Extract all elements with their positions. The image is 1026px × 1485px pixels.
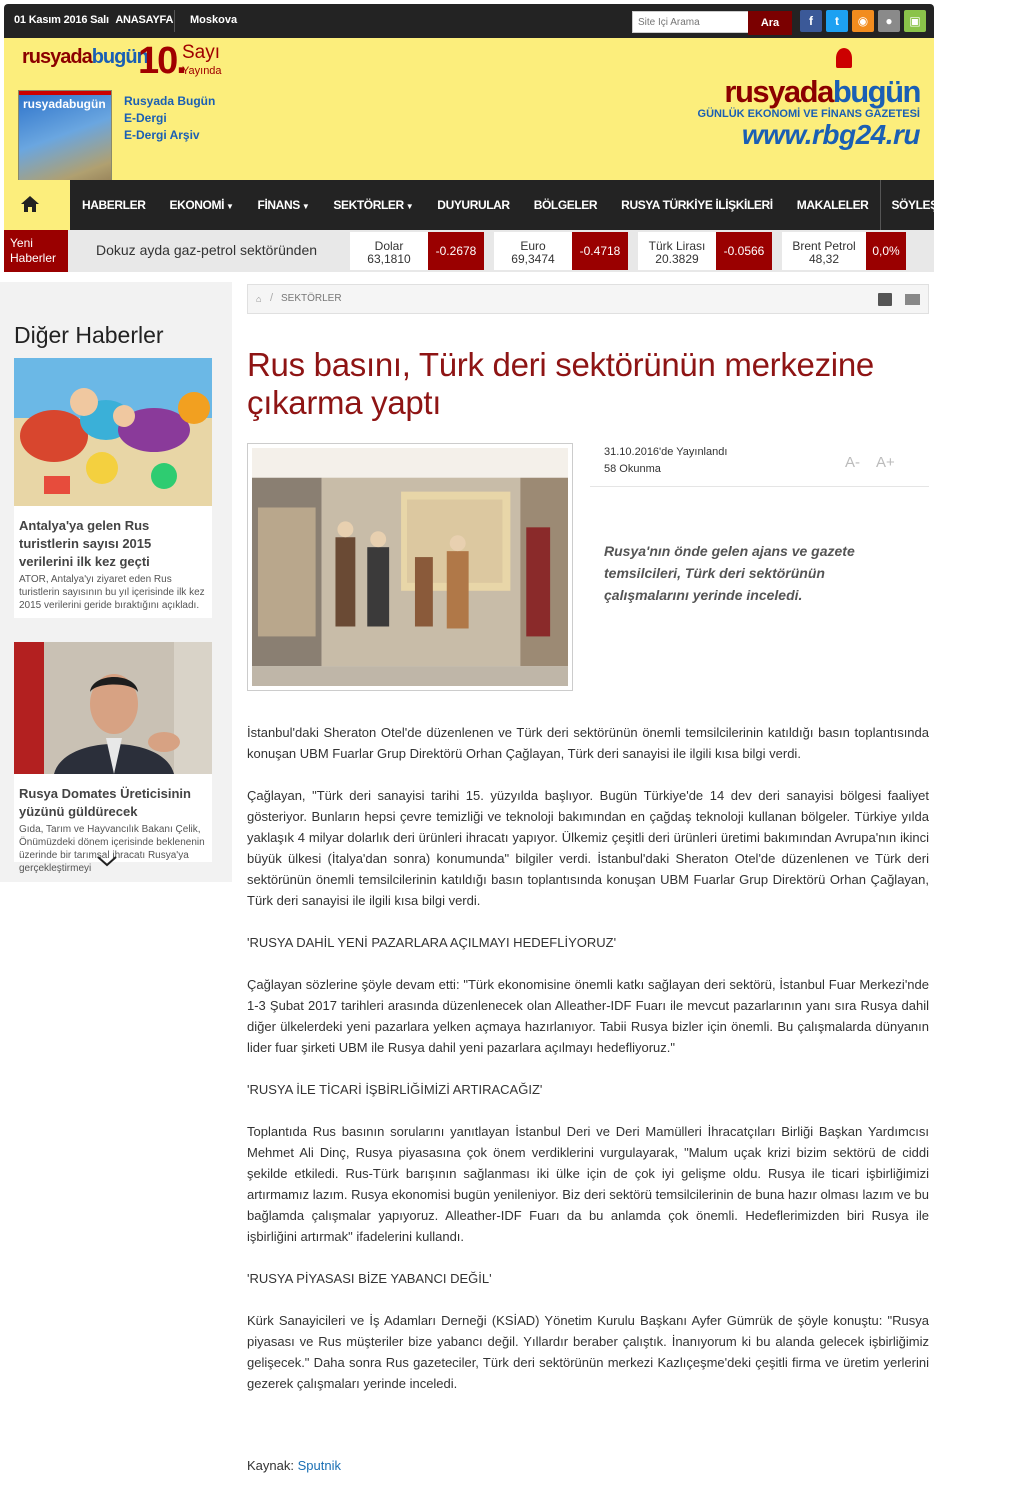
divider [590,486,929,487]
article-title: Rus basını, Türk deri sektörünün merkezine çıkarma yaptı [247,346,874,421]
change-badge: -0.4718 [572,232,628,270]
nav-item-makaleler[interactable]: MAKALELER [796,198,869,212]
link-e-dergi-arsiv[interactable]: E-Dergi Arşiv [124,128,200,142]
facebook-icon[interactable]: f [800,10,822,32]
sidebar-other-news [0,282,232,882]
article-image [247,443,573,691]
paragraph: Toplantıda Rus basının sorularını yanıtlayan İstanbul Deri ve Deri Mamülleri İhracatçıları Birliği Başkan Yardımcısı Mehmet Ali Dinç, Rusya piyasasına çok önem verdiklerini vurgulayarak, "Malum uçak krizi bizim sektörü de ciddi şekilde etkiledi. Rus-Türk barışının sağlanması iki ülke için de çok iyi gelişme oldu. Rusya ile ticari işbirliğimizi artırmamız lazım. Rusya ekonomisi bugün yenileniyor. Biz deri sektörü temsilcilerinin de buna hazır olması lazım ve bu bağlamda çalışmalar yapıyoruz. Alleather-IDF Fuarı da bu anlamda çok önemli. Hedeflerimizden biri Rusya ile işbirliğini artırmak" ifadelerini kullandı. [247,1124,929,1244]
change-badge: -0.2678 [428,232,484,270]
breadcrumb-category[interactable]: SEKTÖRLER [281,293,342,304]
home-icon[interactable]: ⌂ [256,294,262,304]
home-link[interactable]: ANASAYFA [115,14,174,26]
main-navigation [4,180,1015,230]
nav-item-bolgeler[interactable]: BÖLGELER [533,198,598,212]
currency-dolar: Dolar 63,1810 -0.2678 [350,232,484,270]
card-summary: Gıda, Tarım ve Hayvancılık Bakanı Çelik, Önümüzdeki dönem içerisinde beklenenin üzerinde bir tarımsal ihracatı Rusya'ya gerçekleştirmeyi [19,824,205,874]
article-lead: Rusya'nın önde gelen ajans ve gazete temsilcileri, Türk deri sektörünün çalışmalarını yerinde inceledi. [604,543,855,603]
change-badge: 0,0% [866,232,906,270]
issue-word: Sayı [182,42,221,63]
news-image-beach [14,358,212,506]
nav-item-finans[interactable]: FİNANS ▼ [257,198,310,212]
logo-tagline: GÜNLÜK EKONOMİ VE FİNANS GAZETESİ [697,108,920,120]
issue-sub: Yayında [182,65,222,77]
android-icon[interactable]: ▣ [904,10,926,32]
breadcrumb: ⌂ / SEKTÖRLER [247,284,929,314]
city-weather[interactable]: Moskova [190,14,238,26]
dome-icon [836,48,852,68]
currency-brent: Brent Petrol 48,32 0,0% [782,232,906,270]
card-title: Antalya'ya gelen Rus turistlerin sayısı 2015 verilerini ilk kez geçti [19,518,152,569]
magazine-title: rusyadabugün [23,97,106,111]
paragraph: İstanbul'daki Sheraton Otel'de düzenlenen ve Türk deri sektörünün önemli temsilcilerinin katıldığı basın toplantısında konuşan UBM Fuarlar Grup Direktörü Orhan Çağlayan, Türk deri sanayisi ile ilgili kısa bilgi verdi. [247,725,929,761]
font-increase-button[interactable]: A+ [876,454,895,471]
sidebar-heading: Diğer Haberler [14,322,164,348]
site-header [4,38,934,180]
small-logo[interactable]: rusyadabugün [22,46,148,68]
article-meta [604,444,727,478]
rss-icon[interactable]: ◉ [852,10,874,32]
article-body [247,722,929,1415]
main-logo[interactable]: rusyadabugün GÜNLÜK EKONOMİ VE FİNANS GAZETESİ www.rbg24.ru [697,74,920,150]
change-badge: -0.0566 [716,232,772,270]
news-image-minister [14,642,212,774]
caret-down-icon: ▼ [405,202,414,211]
current-date: 01 Kasım 2016 Salı [14,14,109,26]
nav-item-duyurular[interactable]: DUYURULAR [437,198,510,212]
top-bar [4,4,934,38]
source-link[interactable]: Sputnik [297,1458,341,1473]
paragraph: Çağlayan sözlerine şöyle devam etti: "Türk ekonomisine önemli katkı sağlayan deri sektörü, İstanbul Fuar Merkezi'nde 1-3 Şubat 2017 tarihleri arasında düzenlenecek olan Alleather-IDF Fuarı ile mevcut pazarlarının yanı sıra Rusya dahil diğer ülkelerdeki yeni pazarlara yelken açmaya hazırlanıyor. Tabii Rusya bizler için önemli. Bu çalışmalarda dünyanın lider fuar şirketi UBM ile Rusya dahil yeni pazarlara açılmayı hedefliyoruz." [247,977,929,1055]
search-input[interactable] [632,11,752,33]
apple-icon[interactable]: ● [878,10,900,32]
home-button[interactable] [4,180,68,230]
ticker-headline[interactable]: Dokuz ayda gaz-petrol sektöründen [96,242,318,258]
date-and-home [14,14,177,26]
issue-number: 10. [138,40,185,82]
nav-item-sektorler[interactable]: SEKTÖRLER ▼ [333,198,414,212]
caret-down-icon: ▼ [301,202,310,211]
news-ticker [4,230,934,272]
currency-euro: Euro 69,3474 -0.4718 [494,232,628,270]
publish-date: 31.10.2016'de Yayınlandı [604,446,728,458]
nav-item-rusya-turkiye[interactable]: RUSYA TÜRKİYE İLİŞKİLERİ [621,198,773,212]
view-count: 58 Okunma [604,463,661,475]
paragraph: Kürk Sanayicileri ve İş Adamları Derneği (KSİAD) Yönetim Kurulu Başkanı Ayfer Gümrük de şöyle konuştu: "Rusya piyasası ve Rus müşteriler bize yabancı değil. Yıllardır beraber çalıştık. İnanıyorum ki bu alanda gelecek işbirliğimiz gelişecek." Daha sonra Rus gazeteciler, Türk deri sektörünün merkezi Kazlıçeşme'deki çeşitli firma ve üretim yerlerini gezerek çalışmaları yerinde inceledi. [247,1313,929,1391]
print-icon[interactable] [878,293,892,306]
currency-try: Türk Lirası 20.3829 -0.0566 [638,232,772,270]
card-summary: ATOR, Antalya'yı ziyaret eden Rus turistlerin sayısının bu yıl içerisinde ilk kez 2015 verilerini geride bıraktığını açıkladı. [19,574,205,611]
nav-item-ekonomi[interactable]: EKONOMİ ▼ [169,198,234,212]
caret-down-icon: ▼ [226,202,234,211]
nav-item-soylesi[interactable]: SÖYLEŞİ / GÖRÜŞLER [880,180,1026,230]
logo-url: www.rbg24.ru [741,119,920,150]
search-button[interactable]: Ara [748,11,792,35]
store-photo [252,448,568,686]
subheading: 'RUSYA PİYASASI BİZE YABANCI DEĞİL' [247,1271,492,1286]
link-rusyada-bugun[interactable]: Rusyada Bugün [124,94,216,108]
home-icon [20,195,40,213]
divider [174,10,175,32]
font-decrease-button[interactable]: A- [845,454,860,471]
sidebar-news-card[interactable] [14,642,212,874]
subheading: 'RUSYA İLE TİCARİ İŞBİRLİĞİMİZİ ARTIRACAĞIZ' [247,1082,543,1097]
paragraph: Çağlayan, "Türk deri sanayisi tarihi 15. yüzyılda başlıyor. Bugün Türkiye'de 14 dev deri sanayisi bölgesi faaliyet gösteriyor. Bunların hepsi çevre temizliği ve teknoloji bakımından en çağdaş teknoloji kullanan bölgeler. Türkiye yılda yaklaşık 4 milyar dolarlık deri ürünleri ihracatı yapıyor. Ülkemiz çeşitli deri ürünleri üretimi bakımından Avrupa'nın ikinci büyük ülkesi (İtalya'dan sonra) konumunda" bilgiler verdi. İstanbul'daki Sheraton Otel'de düzenlenen ve Türk deri sektörünün önemli temsilcilerinin katıldığı basın toplantısında konuşan UBM Fuarlar Grup Direktörü Orhan Çağlayan, Türk deri sanayisi ile ilgili kısa bilgi verdi. [247,788,929,908]
link-e-dergi[interactable]: E-Dergi [124,111,167,125]
subheading: 'RUSYA DAHİL YENİ PAZARLARA AÇILMAYI HEDEFLİYORUZ' [247,935,617,950]
ticker-label: Yeni Haberler [4,230,68,272]
chevron-down-icon[interactable] [96,854,118,872]
menu-bar [70,180,1015,230]
nav-item-haberler[interactable]: HABERLER [82,198,146,212]
mail-icon[interactable] [905,294,920,305]
article-source: Kaynak: Sputnik [247,1458,341,1473]
sidebar-news-card[interactable] [14,358,212,618]
twitter-icon[interactable]: t [826,10,848,32]
card-title: Rusya Domates Üreticisinin yüzünü güldürecek [19,786,191,819]
magazine-links [124,93,215,144]
